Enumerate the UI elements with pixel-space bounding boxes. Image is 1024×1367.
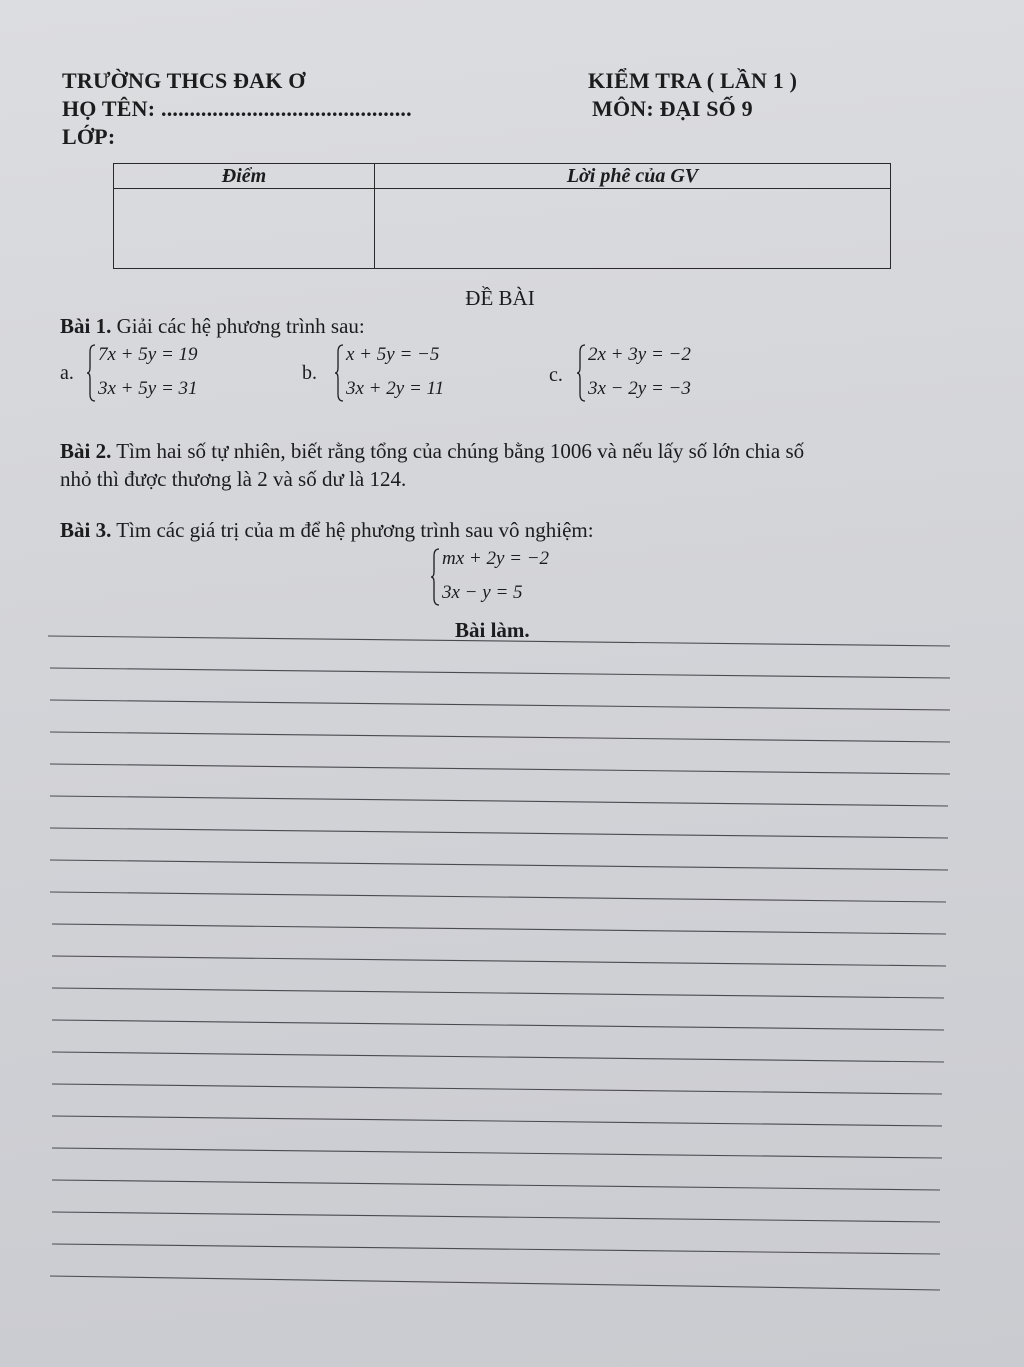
system-c-label: c. [549, 364, 563, 386]
bai3-label: Bài 3. [60, 518, 112, 542]
ruled-line [52, 956, 946, 966]
system-a-eq2: 3x + 5y = 31 [98, 378, 198, 399]
student-name-field: HỌ TÊN: ............................................ [62, 96, 412, 121]
ruled-line [52, 1212, 940, 1222]
system-b-eq1: x + 5y = −5 [346, 344, 440, 365]
bai3-eq1: mx + 2y = −2 [442, 548, 550, 569]
ruled-line [50, 668, 950, 678]
ruled-line [52, 924, 946, 934]
ruled-line [52, 1084, 942, 1094]
ruled-line [50, 700, 950, 710]
ruled-line [50, 828, 948, 838]
bai2-line1: Tìm hai số tự nhiên, biết rằng tổng của chúng bằng 1006 và nếu lấy số lớn chia số [111, 439, 805, 463]
ruled-line [50, 1276, 940, 1290]
system-b-label: b. [302, 362, 317, 384]
ruled-line [52, 1148, 942, 1158]
subject-title: MÔN: ĐẠI SỐ 9 [592, 96, 753, 121]
system-c-eq2: 3x − 2y = −3 [588, 378, 691, 399]
system-a-eq1: 7x + 5y = 19 [98, 344, 198, 365]
ruled-line [52, 988, 944, 998]
work-title: Bài làm. [455, 618, 530, 642]
bai1-label: Bài 1. [60, 314, 112, 338]
system-a-label: a. [60, 362, 74, 384]
bai1-text: Giải các hệ phương trình sau: [111, 314, 365, 338]
ruled-line [50, 892, 946, 902]
ruled-line [52, 1244, 940, 1254]
test-title: KIỂM TRA ( LẦN 1 ) [588, 68, 798, 93]
ruled-line [50, 732, 950, 742]
ruled-line [50, 796, 948, 806]
ruled-line [52, 1180, 940, 1190]
system-b-eq2: 3x + 2y = 11 [346, 378, 445, 399]
ruled-line [52, 1020, 944, 1030]
bai2-label: Bài 2. [60, 439, 112, 463]
system-c-eq1: 2x + 3y = −2 [588, 344, 691, 365]
ruled-line [50, 764, 950, 774]
ruled-line [52, 1052, 944, 1062]
school-name: TRƯỜNG THCS ĐAK Ơ [62, 68, 306, 93]
class-field: LỚP: [62, 124, 116, 149]
score-header: Điểm [114, 164, 375, 189]
ruled-line [48, 636, 950, 646]
ruled-line [52, 1116, 942, 1126]
section-title: ĐỀ BÀI [465, 286, 535, 310]
teacher-comment-header: Lời phê của GV [375, 164, 891, 189]
ruled-line [50, 860, 948, 870]
bai3-eq2: 3x − y = 5 [442, 582, 523, 603]
bai3-text: Tìm các giá trị của m để hệ phương trình sau vô nghiệm: [111, 518, 594, 542]
bai2-line2: nhỏ thì được thương là 2 và số dư là 124. [60, 467, 407, 491]
